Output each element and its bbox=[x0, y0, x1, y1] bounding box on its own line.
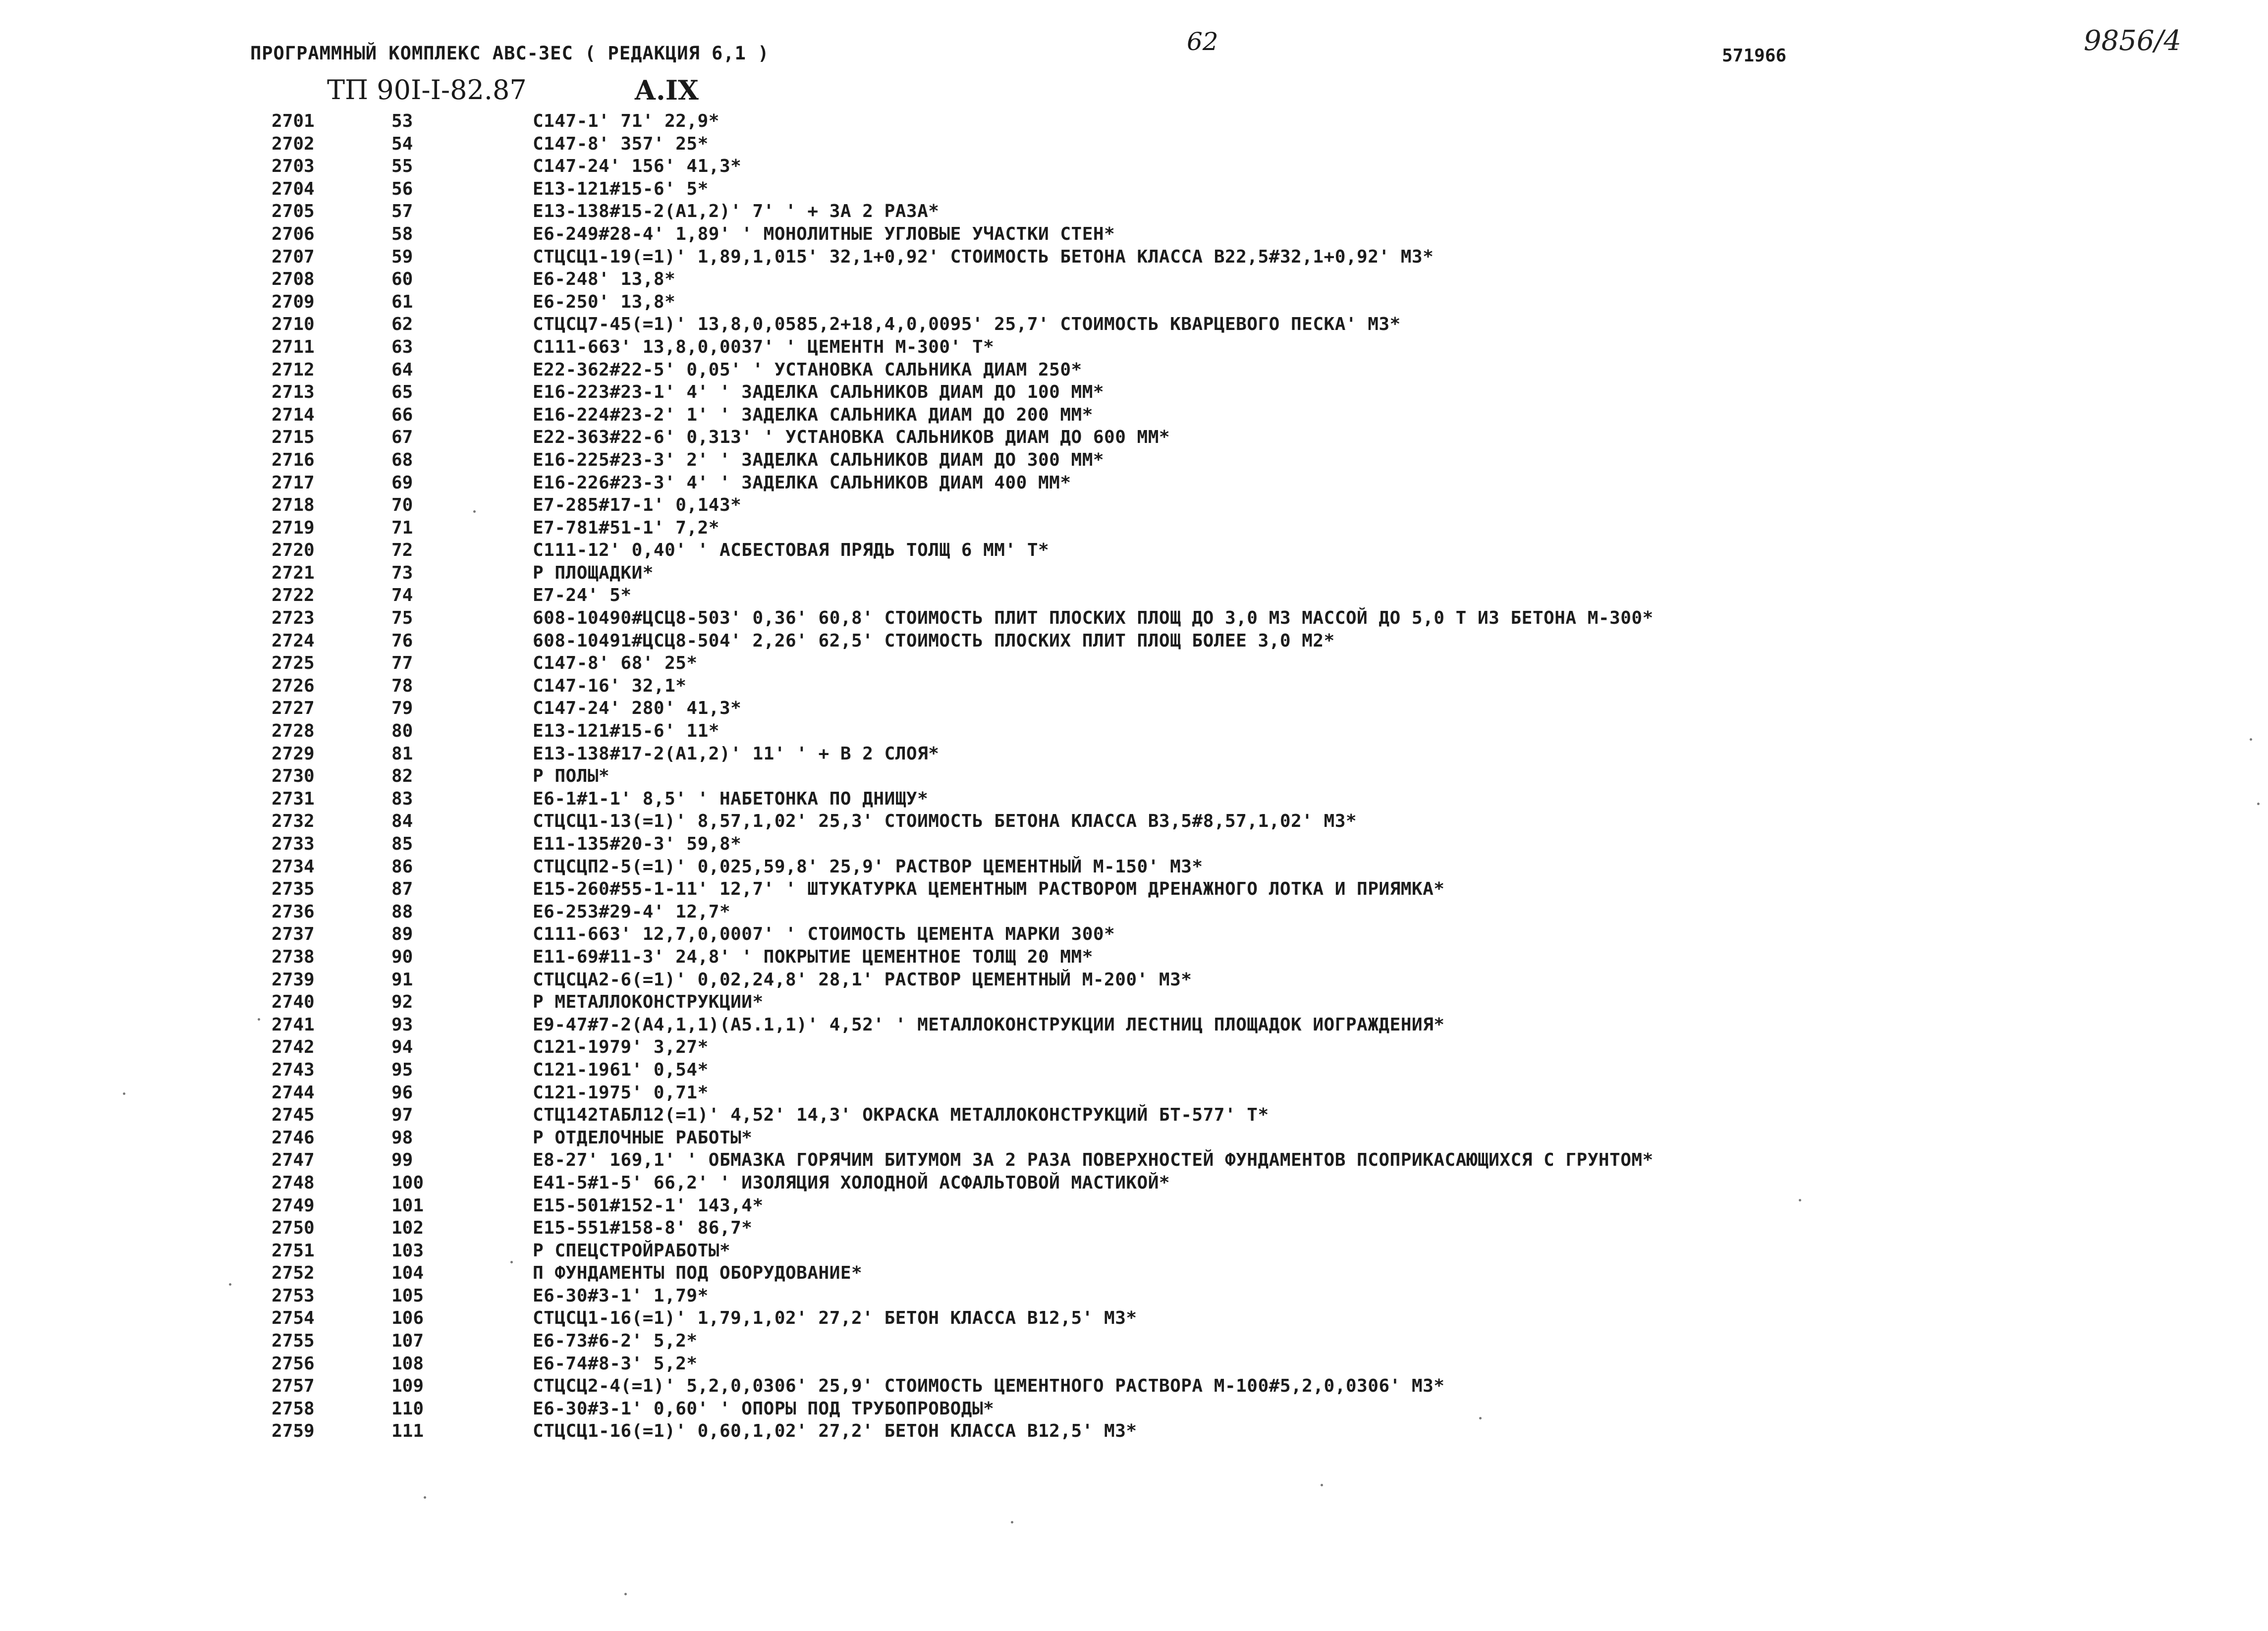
estimate-entry-text: Р ПОЛЫ* bbox=[533, 766, 610, 787]
listing-row bbox=[0, 313, 2268, 336]
sequence-number: 73 bbox=[391, 562, 413, 583]
listing-row bbox=[0, 1398, 2268, 1420]
estimate-entry-text: Е16-226#23-3' 4' ' ЗАДЕЛКА САЛЬНИКОВ ДИАМ 400 ММ* bbox=[533, 472, 1071, 493]
sequence-number: 91 bbox=[391, 969, 413, 990]
line-number: 2732 bbox=[272, 811, 315, 832]
estimate-entry-text: СТЦСЦ1-19(=1)' 1,89,1,015' 32,1+0,92' СТОИМОСТЬ БЕТОНА КЛАССА В22,5#32,1+0,92' М3* bbox=[533, 246, 1434, 267]
sequence-number: 59 bbox=[391, 246, 413, 267]
listing-row bbox=[0, 404, 2268, 427]
sequence-number: 89 bbox=[391, 924, 413, 945]
listing-row bbox=[0, 1240, 2268, 1262]
listing-row bbox=[0, 878, 2268, 901]
listing-row bbox=[0, 133, 2268, 156]
estimate-entry-text: Е11-135#20-3' 59,8* bbox=[533, 834, 742, 854]
sequence-number: 74 bbox=[391, 585, 413, 606]
sequence-number: 95 bbox=[391, 1059, 413, 1080]
listing-row bbox=[0, 991, 2268, 1014]
sequence-number: 107 bbox=[391, 1331, 424, 1352]
estimate-entry-text: С147-16' 32,1* bbox=[533, 675, 687, 696]
line-number: 2729 bbox=[272, 743, 315, 764]
estimate-entry-text: Е6-30#3-1' 0,60' ' ОПОРЫ ПОД ТРУБОПРОВОДЫ* bbox=[533, 1398, 995, 1419]
listing-row bbox=[0, 1014, 2268, 1036]
line-number: 2710 bbox=[272, 314, 315, 335]
scan-speck bbox=[258, 1018, 260, 1021]
line-number: 2725 bbox=[272, 653, 315, 674]
line-number: 2712 bbox=[272, 359, 315, 380]
estimate-entry-text: С147-8' 357' 25* bbox=[533, 133, 709, 154]
line-number: 2704 bbox=[272, 178, 315, 199]
listing-row bbox=[0, 517, 2268, 540]
line-number: 2716 bbox=[272, 449, 315, 470]
sequence-number: 77 bbox=[391, 653, 413, 674]
handwritten-mark: 9856/4 bbox=[2084, 25, 2182, 57]
line-number: 2708 bbox=[272, 269, 315, 290]
line-number: 2709 bbox=[272, 291, 315, 312]
estimate-entry-text: Е7-24' 5* bbox=[533, 585, 632, 606]
listing-row bbox=[0, 155, 2268, 178]
line-number: 2746 bbox=[272, 1127, 315, 1148]
estimate-entry-text: Е8-27' 169,1' ' ОБМАЗКА ГОРЯЧИМ БИТУМОМ ЗА 2 РАЗА ПОВЕРХНОСТЕЙ ФУНДАМЕНТОВ ПСОПРИКАСАЮЩИХСЯ С ГРУНТОМ* bbox=[533, 1150, 1654, 1171]
sequence-number: 76 bbox=[391, 630, 413, 651]
line-number: 2713 bbox=[272, 382, 315, 403]
line-number: 2723 bbox=[272, 608, 315, 629]
scan-speck bbox=[1321, 1484, 1323, 1486]
listing-row bbox=[0, 788, 2268, 811]
line-number: 2757 bbox=[272, 1376, 315, 1397]
sequence-number: 80 bbox=[391, 721, 413, 742]
listing-row bbox=[0, 426, 2268, 449]
listing-row bbox=[0, 562, 2268, 585]
listing-row bbox=[0, 1195, 2268, 1217]
estimate-entry-text: С111-12' 0,40' ' АСБЕСТОВАЯ ПРЯДЬ ТОЛЩ 6 ММ' Т* bbox=[533, 540, 1050, 561]
listing-row bbox=[0, 1127, 2268, 1149]
listing-row bbox=[0, 110, 2268, 133]
line-number: 2706 bbox=[272, 223, 315, 244]
line-number: 2714 bbox=[272, 404, 315, 425]
estimate-entry-text: Р МЕТАЛЛОКОНСТРУКЦИИ* bbox=[533, 992, 764, 1013]
estimate-entry-text: Е22-362#22-5' 0,05' ' УСТАНОВКА САЛЬНИКА ДИАМ 250* bbox=[533, 359, 1082, 380]
sequence-number: 61 bbox=[391, 291, 413, 312]
listing-row bbox=[0, 946, 2268, 969]
scan-speck bbox=[624, 1593, 627, 1595]
scan-speck bbox=[1799, 1199, 1801, 1201]
line-number: 2738 bbox=[272, 946, 315, 967]
sequence-number: 111 bbox=[391, 1421, 424, 1442]
line-number: 2743 bbox=[272, 1059, 315, 1080]
sequence-number: 68 bbox=[391, 449, 413, 470]
sequence-number: 70 bbox=[391, 495, 413, 516]
line-number: 2741 bbox=[272, 1014, 315, 1035]
line-number: 2711 bbox=[272, 336, 315, 357]
sequence-number: 72 bbox=[391, 540, 413, 561]
estimate-entry-text: СТЦСЦ7-45(=1)' 13,8,0,0585,2+18,4,0,0095' 25,7' СТОИМОСТЬ КВАРЦЕВОГО ПЕСКА' М3* bbox=[533, 314, 1401, 335]
estimate-entry-text: С111-663' 13,8,0,0037' ' ЦЕМЕНТН М-300' Т* bbox=[533, 336, 995, 357]
listing-row bbox=[0, 246, 2268, 269]
sequence-number: 101 bbox=[391, 1195, 424, 1216]
line-number: 2728 bbox=[272, 721, 315, 742]
line-number: 2722 bbox=[272, 585, 315, 606]
line-number: 2734 bbox=[272, 856, 315, 877]
listing-row bbox=[0, 901, 2268, 924]
line-number: 2701 bbox=[272, 111, 315, 131]
estimate-entry-text: С121-1961' 0,54* bbox=[533, 1059, 709, 1080]
line-number: 2751 bbox=[272, 1240, 315, 1261]
listing-row bbox=[0, 268, 2268, 291]
line-number: 2731 bbox=[272, 788, 315, 809]
listing-row bbox=[0, 472, 2268, 494]
line-number: 2721 bbox=[272, 562, 315, 583]
sequence-number: 87 bbox=[391, 879, 413, 900]
estimate-entry-text: СТЦСЦ1-16(=1)' 0,60,1,02' 27,2' БЕТОН КЛАССА В12,5' М3* bbox=[533, 1421, 1137, 1442]
listing-row bbox=[0, 923, 2268, 946]
sequence-number: 110 bbox=[391, 1398, 424, 1419]
listing-row bbox=[0, 1036, 2268, 1059]
estimate-entry-text: С111-663' 12,7,0,0007' ' СТОИМОСТЬ ЦЕМЕНТА МАРКИ 300* bbox=[533, 924, 1115, 945]
line-number: 2740 bbox=[272, 992, 315, 1013]
program-title: ПРОГРАММНЫЙ КОМПЛЕКС АВС-ЗЕС ( РЕДАКЦИЯ 6,1 ) bbox=[250, 43, 770, 64]
listing-row bbox=[0, 1307, 2268, 1330]
sequence-number: 93 bbox=[391, 1014, 413, 1035]
line-number: 2719 bbox=[272, 517, 315, 538]
listing-row bbox=[0, 856, 2268, 878]
listing-row bbox=[0, 1375, 2268, 1398]
album-designation: А.IX bbox=[634, 74, 699, 106]
listing-row bbox=[0, 1059, 2268, 1082]
sequence-number: 105 bbox=[391, 1285, 424, 1306]
sequence-number: 83 bbox=[391, 788, 413, 809]
line-number: 2756 bbox=[272, 1353, 315, 1374]
scan-speck bbox=[2257, 803, 2260, 805]
listing-row bbox=[0, 359, 2268, 381]
estimate-entry-text: СТЦСЦ1-16(=1)' 1,79,1,02' 27,2' БЕТОН КЛАССА В12,5' М3* bbox=[533, 1308, 1137, 1329]
sequence-number: 79 bbox=[391, 698, 413, 719]
sequence-number: 58 bbox=[391, 223, 413, 244]
listing-row bbox=[0, 1172, 2268, 1195]
listing-row bbox=[0, 449, 2268, 472]
sequence-number: 67 bbox=[391, 427, 413, 448]
sequence-number: 56 bbox=[391, 178, 413, 199]
sequence-number: 103 bbox=[391, 1240, 424, 1261]
line-number: 2720 bbox=[272, 540, 315, 561]
line-number: 2739 bbox=[272, 969, 315, 990]
estimate-entry-text: Е6-248' 13,8* bbox=[533, 269, 676, 290]
sequence-number: 54 bbox=[391, 133, 413, 154]
line-number: 2749 bbox=[272, 1195, 315, 1216]
estimate-entry-text: С147-24' 156' 41,3* bbox=[533, 156, 742, 177]
listing-row bbox=[0, 584, 2268, 607]
sequence-number: 85 bbox=[391, 834, 413, 854]
estimate-entry-text: СТЦСЦ2-4(=1)' 5,2,0,0306' 25,9' СТОИМОСТЬ ЦЕМЕНТНОГО РАСТВОРА М-100#5,2,0,0306' М3* bbox=[533, 1376, 1445, 1397]
sequence-number: 71 bbox=[391, 517, 413, 538]
line-number: 2715 bbox=[272, 427, 315, 448]
estimate-entry-text: Р ОТДЕЛОЧНЫЕ РАБОТЫ* bbox=[533, 1127, 753, 1148]
line-number: 2759 bbox=[272, 1421, 315, 1442]
estimate-entry-text: Е9-47#7-2(А4,1,1)(А5.1,1)' 4,52' ' МЕТАЛЛОКОНСТРУКЦИИ ЛЕСТНИЦ ПЛОЩАДОК ИОГРАЖДЕНИЯ* bbox=[533, 1014, 1445, 1035]
line-number: 2705 bbox=[272, 201, 315, 222]
estimate-entry-text: Е16-223#23-1' 4' ' ЗАДЕЛКА САЛЬНИКОВ ДИАМ ДО 100 ММ* bbox=[533, 382, 1105, 403]
sequence-number: 57 bbox=[391, 201, 413, 222]
estimate-entry-text: Р СПЕЦСТРОЙРАБОТЫ* bbox=[533, 1240, 731, 1261]
estimate-entry-text: Е13-138#17-2(А1,2)' 11' ' + В 2 СЛОЯ* bbox=[533, 743, 940, 764]
line-number: 2753 bbox=[272, 1285, 315, 1306]
line-number: 2744 bbox=[272, 1082, 315, 1103]
sequence-number: 102 bbox=[391, 1218, 424, 1239]
estimate-entry-text: Е6-249#28-4' 1,89' ' МОНОЛИТНЫЕ УГЛОВЫЕ УЧАСТКИ СТЕН* bbox=[533, 223, 1115, 244]
document-designation: ТП 90I-I-82.87 bbox=[327, 74, 527, 106]
sequence-number: 94 bbox=[391, 1037, 413, 1058]
line-number: 2742 bbox=[272, 1037, 315, 1058]
estimate-entry-text: Е41-5#1-5' 66,2' ' ИЗОЛЯЦИЯ ХОЛОДНОЙ АСФАЛЬТОВОЙ МАСТИКОЙ* bbox=[533, 1172, 1170, 1193]
listing-row bbox=[0, 200, 2268, 223]
scan-speck bbox=[1479, 1417, 1482, 1419]
scan-speck bbox=[1011, 1521, 1013, 1523]
sequence-number: 65 bbox=[391, 382, 413, 403]
listing-row bbox=[0, 969, 2268, 991]
line-number: 2718 bbox=[272, 495, 315, 516]
line-number: 2748 bbox=[272, 1172, 315, 1193]
line-number: 2707 bbox=[272, 246, 315, 267]
estimate-entry-text: Е7-781#51-1' 7,2* bbox=[533, 517, 719, 538]
listing-row bbox=[0, 675, 2268, 698]
estimate-entry-text: Е15-501#152-1' 143,4* bbox=[533, 1195, 764, 1216]
line-number: 2733 bbox=[272, 834, 315, 854]
sequence-number: 90 bbox=[391, 946, 413, 967]
listing-row bbox=[0, 1330, 2268, 1353]
sequence-number: 69 bbox=[391, 472, 413, 493]
sequence-number: 62 bbox=[391, 314, 413, 335]
listing-row bbox=[0, 381, 2268, 404]
estimate-entry-text: С121-1979' 3,27* bbox=[533, 1037, 709, 1058]
listing-row bbox=[0, 223, 2268, 246]
line-number: 2703 bbox=[272, 156, 315, 177]
scan-speck bbox=[123, 1092, 125, 1095]
line-number: 2736 bbox=[272, 901, 315, 922]
estimate-entry-text: 608-10491#ЦСЦ8-504' 2,26' 62,5' СТОИМОСТЬ ПЛОСКИХ ПЛИТ ПЛОЩ БОЛЕЕ 3,0 М2* bbox=[533, 630, 1335, 651]
sequence-number: 82 bbox=[391, 766, 413, 787]
line-number: 2754 bbox=[272, 1308, 315, 1329]
line-number: 2745 bbox=[272, 1105, 315, 1126]
listing-row bbox=[0, 178, 2268, 201]
listing-row bbox=[0, 494, 2268, 517]
line-number: 2726 bbox=[272, 675, 315, 696]
scan-speck bbox=[473, 510, 476, 513]
line-number: 2758 bbox=[272, 1398, 315, 1419]
sequence-number: 96 bbox=[391, 1082, 413, 1103]
listing-row bbox=[0, 810, 2268, 833]
page-number: 62 bbox=[1187, 27, 1218, 56]
sequence-number: 75 bbox=[391, 608, 413, 629]
listing-row bbox=[0, 1104, 2268, 1127]
listing-row bbox=[0, 765, 2268, 788]
sequence-number: 81 bbox=[391, 743, 413, 764]
line-number: 2755 bbox=[272, 1331, 315, 1352]
sequence-number: 55 bbox=[391, 156, 413, 177]
estimate-entry-text: С121-1975' 0,71* bbox=[533, 1082, 709, 1103]
line-number: 2702 bbox=[272, 133, 315, 154]
line-number: 2717 bbox=[272, 472, 315, 493]
sequence-number: 53 bbox=[391, 111, 413, 131]
listing-row bbox=[0, 1285, 2268, 1307]
listing-row bbox=[0, 607, 2268, 630]
listing-row bbox=[0, 652, 2268, 675]
estimate-entry-text: С147-1' 71' 22,9* bbox=[533, 111, 719, 131]
estimate-entry-text: Е13-121#15-6' 5* bbox=[533, 178, 709, 199]
sequence-number: 88 bbox=[391, 901, 413, 922]
sequence-number: 64 bbox=[391, 359, 413, 380]
sequence-number: 92 bbox=[391, 992, 413, 1013]
sequence-number: 66 bbox=[391, 404, 413, 425]
sequence-number: 78 bbox=[391, 675, 413, 696]
estimate-listing bbox=[0, 110, 2268, 1443]
listing-row bbox=[0, 336, 2268, 359]
estimate-entry-text: Е16-224#23-2' 1' ' ЗАДЕЛКА САЛЬНИКА ДИАМ ДО 200 ММ* bbox=[533, 404, 1093, 425]
sequence-number: 63 bbox=[391, 336, 413, 357]
sequence-number: 104 bbox=[391, 1263, 424, 1284]
estimate-entry-text: Е13-138#15-2(А1,2)' 7' ' + ЗА 2 РАЗА* bbox=[533, 201, 940, 222]
listing-row bbox=[0, 1149, 2268, 1172]
estimate-entry-text: П ФУНДАМЕНТЫ ПОД ОБОРУДОВАНИЕ* bbox=[533, 1263, 863, 1284]
scan-speck bbox=[2250, 738, 2252, 741]
line-number: 2727 bbox=[272, 698, 315, 719]
estimate-entry-text: Е6-74#8-3' 5,2* bbox=[533, 1353, 698, 1374]
listing-row bbox=[0, 743, 2268, 765]
listing-row bbox=[0, 1353, 2268, 1375]
sequence-number: 98 bbox=[391, 1127, 413, 1148]
estimate-entry-text: СТЦСЦА2-6(=1)' 0,02,24,8' 28,1' РАСТВОР ЦЕМЕНТНЫЙ М-200' М3* bbox=[533, 969, 1192, 990]
estimate-entry-text: Е16-225#23-3' 2' ' ЗАДЕЛКА САЛЬНИКОВ ДИАМ ДО 300 ММ* bbox=[533, 449, 1105, 470]
sequence-number: 97 bbox=[391, 1105, 413, 1126]
line-number: 2730 bbox=[272, 766, 315, 787]
listing-row bbox=[0, 1082, 2268, 1104]
sequence-number: 109 bbox=[391, 1376, 424, 1397]
estimate-entry-text: С147-24' 280' 41,3* bbox=[533, 698, 742, 719]
sequence-number: 108 bbox=[391, 1353, 424, 1374]
estimate-entry-text: Е15-260#55-1-11' 12,7' ' ШТУКАТУРКА ЦЕМЕНТНЫМ РАСТВОРОМ ДРЕНАЖНОГО ЛОТКА И ПРИЯМКА* bbox=[533, 879, 1445, 900]
line-number: 2737 bbox=[272, 924, 315, 945]
listing-row bbox=[0, 539, 2268, 562]
estimate-entry-text: Е6-73#6-2' 5,2* bbox=[533, 1331, 698, 1352]
line-number: 2750 bbox=[272, 1218, 315, 1239]
sequence-number: 84 bbox=[391, 811, 413, 832]
listing-row bbox=[0, 630, 2268, 652]
listing-row bbox=[0, 697, 2268, 720]
estimate-entry-text: Е6-250' 13,8* bbox=[533, 291, 676, 312]
estimate-entry-text: СТЦСЦП2-5(=1)' 0,025,59,8' 25,9' РАСТВОР ЦЕМЕНТНЫЙ М-150' М3* bbox=[533, 856, 1203, 877]
estimate-entry-text: С147-8' 68' 25* bbox=[533, 653, 698, 674]
estimate-entry-text: СТЦСЦ1-13(=1)' 8,57,1,02' 25,3' СТОИМОСТЬ БЕТОНА КЛАССА В3,5#8,57,1,02' М3* bbox=[533, 811, 1357, 832]
estimate-entry-text: Е6-30#3-1' 1,79* bbox=[533, 1285, 709, 1306]
line-number: 2735 bbox=[272, 879, 315, 900]
estimate-entry-text: Е7-285#17-1' 0,143* bbox=[533, 495, 742, 516]
line-number: 2752 bbox=[272, 1263, 315, 1284]
scan-speck bbox=[424, 1496, 426, 1499]
sequence-number: 60 bbox=[391, 269, 413, 290]
line-number: 2724 bbox=[272, 630, 315, 651]
estimate-entry-text: СТЦ142ТАБЛ12(=1)' 4,52' 14,3' ОКРАСКА МЕТАЛЛОКОНСТРУКЦИЙ БТ-577' Т* bbox=[533, 1105, 1269, 1126]
listing-row bbox=[0, 1262, 2268, 1285]
scan-speck bbox=[229, 1283, 231, 1286]
listing-row bbox=[0, 1420, 2268, 1443]
estimate-entry-text: Е15-551#158-8' 86,7* bbox=[533, 1218, 753, 1239]
listing-row bbox=[0, 720, 2268, 743]
listing-row bbox=[0, 1217, 2268, 1240]
estimate-entry-text: Е11-69#11-3' 24,8' ' ПОКРЫТИЕ ЦЕМЕНТНОЕ ТОЛЩ 20 ММ* bbox=[533, 946, 1093, 967]
listing-row bbox=[0, 291, 2268, 314]
sequence-number: 106 bbox=[391, 1308, 424, 1329]
estimate-entry-text: Е22-363#22-6' 0,313' ' УСТАНОВКА САЛЬНИКОВ ДИАМ ДО 600 ММ* bbox=[533, 427, 1170, 448]
scan-speck bbox=[510, 1261, 513, 1263]
sequence-number: 99 bbox=[391, 1150, 413, 1171]
estimate-entry-text: Е6-1#1-1' 8,5' ' НАБЕТОНКА ПО ДНИЩУ* bbox=[533, 788, 929, 809]
document-code: 571966 bbox=[1722, 46, 1787, 66]
estimate-entry-text: Е13-121#15-6' 11* bbox=[533, 721, 719, 742]
estimate-entry-text: Р ПЛОЩАДКИ* bbox=[533, 562, 654, 583]
sequence-number: 86 bbox=[391, 856, 413, 877]
sequence-number: 100 bbox=[391, 1172, 424, 1193]
estimate-entry-text: 608-10490#ЦСЦ8-503' 0,36' 60,8' СТОИМОСТЬ ПЛИТ ПЛОСКИХ ПЛОЩ ДО 3,0 М3 МАССОЙ ДО 5,0 Т ИЗ БЕТОНА М-300* bbox=[533, 608, 1654, 629]
listing-row bbox=[0, 833, 2268, 856]
estimate-entry-text: Е6-253#29-4' 12,7* bbox=[533, 901, 731, 922]
line-number: 2747 bbox=[272, 1150, 315, 1171]
